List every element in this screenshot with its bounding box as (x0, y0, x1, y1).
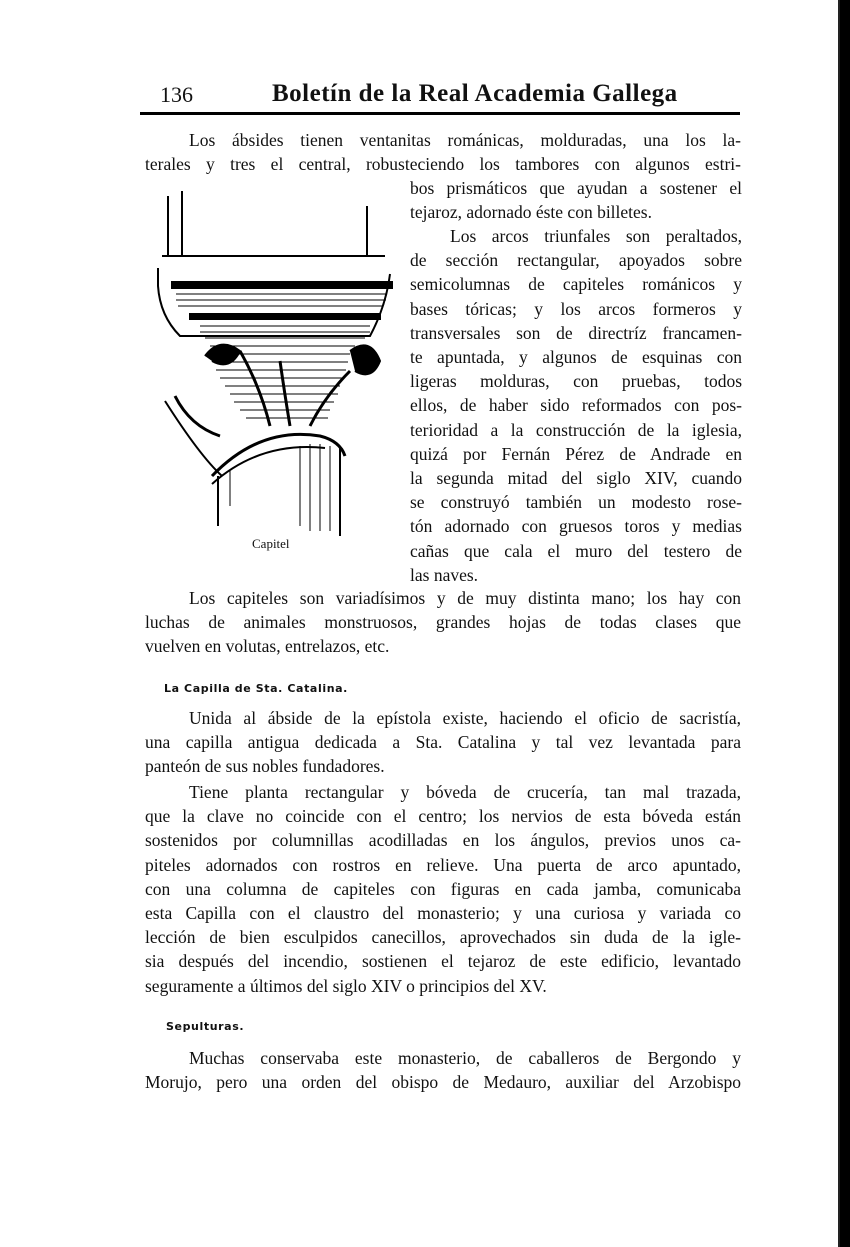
text-line: terioridad a la construcción de la iglesia, (410, 419, 742, 440)
paragraph-absides-cont (410, 176, 742, 224)
text-line: las naves. (410, 564, 479, 585)
text-line: Los capiteles son variadísimos y de muy distinta mano; los hay con (189, 588, 741, 608)
header-rule (140, 112, 740, 115)
text-line: que la clave no coincide con el centro; los nervios de esta bóveda están (145, 806, 741, 827)
text-line: sia después del incendio, sostienen el tejaroz de este edificio, levantado (145, 951, 741, 972)
text-line: vuelven en volutas, entrelazos, etc. (145, 636, 390, 657)
text-line: Morujo, pero una orden del obispo de Medauro, auxiliar del Arzobispo (145, 1072, 741, 1093)
text-line: ellos, de haber sido reformados con pos- (410, 395, 742, 416)
text-line: lección de bien esculpidos canecillos, aprovechados sin duda de la igle- (145, 927, 741, 948)
text-line: Muchas conservaba este monasterio, de caballeros de Bergondo y (189, 1048, 741, 1068)
text-line: te apuntada, y algunos de esquinas con (410, 347, 742, 368)
page-header (160, 80, 740, 112)
text-line: panteón de sus nobles fundadores. (145, 756, 385, 777)
text-line: Los ábsides tienen ventanitas románicas, molduradas, una los la- (189, 130, 741, 150)
text-line: Tiene planta rectangular y bóveda de crucería, tan mal trazada, (189, 782, 741, 802)
capital-illustration (150, 186, 400, 536)
text-line: tón adornado con gruesos toros y medias (410, 516, 742, 537)
paragraph-arcos (410, 224, 742, 587)
text-line: la segunda mitad del siglo XIV, cuando (410, 468, 742, 489)
paragraph-unida (145, 706, 741, 779)
paragraph-muchas (145, 1046, 741, 1094)
text-line: tejaroz, adornado éste con billetes. (410, 202, 652, 223)
text-line: con una columna de capiteles con figuras en cada jamba, comunicaba (145, 878, 741, 899)
figure-caption: Capitel (252, 536, 290, 551)
text-line: quizá por Fernán Pérez de Andrade en (410, 443, 742, 464)
paragraph-planta (145, 780, 741, 998)
text-line: transversales son de directríz francamen- (410, 322, 742, 343)
section-heading-capilla: La Capilla de Sta. Catalina. (164, 682, 348, 695)
running-title: Boletín de la Real Academia Gallega (272, 80, 678, 107)
text-line: de sección rectangular, apoyados sobre (410, 250, 742, 271)
text-line: una capilla antigua dedicada a Sta. Catalina y tal vez levantada para (145, 732, 741, 753)
text-line: sostenidos por columnillas acodilladas en los ángulos, previos unos ca- (145, 830, 741, 851)
text-line: Unida al ábside de la epístola existe, haciendo el oficio de sacristía, (189, 708, 741, 728)
text-line: piteles adornados con rostros en relieve. Una puerta de arco apuntado, (145, 854, 741, 875)
text-line: luchas de animales monstruosos, grandes hojas de todas clases que (145, 612, 741, 633)
text-line: ligeras molduras, con pruebas, todos (410, 371, 742, 392)
paragraph-capiteles (145, 586, 741, 659)
scanned-page-edge (838, 0, 850, 1247)
text-line: esta Capilla con el claustro del monasterio; y una curiosa y variada co (145, 903, 741, 924)
paragraph-absides (145, 128, 741, 176)
text-line: seguramente a últimos del siglo XIV o principios del XV. (145, 975, 547, 996)
text-line: Los arcos triunfales son peraltados, (450, 226, 742, 246)
text-line: se construyó también un modesto rose- (410, 492, 742, 513)
section-heading-sepulturas: Sepulturas. (166, 1020, 245, 1033)
text-line: cañas que cala el muro del testero de (410, 540, 742, 561)
page-number: 136 (160, 82, 193, 107)
text-line: terales y tres el central, robusteciendo los tambores con algunos estri- (145, 154, 741, 175)
text-line: bases tóricas; y los arcos formeros y (410, 298, 742, 319)
text-line: bos prismáticos que ayudan a sostener el (410, 178, 742, 198)
text-line: semicolumnas de capiteles románicos y (410, 274, 742, 295)
